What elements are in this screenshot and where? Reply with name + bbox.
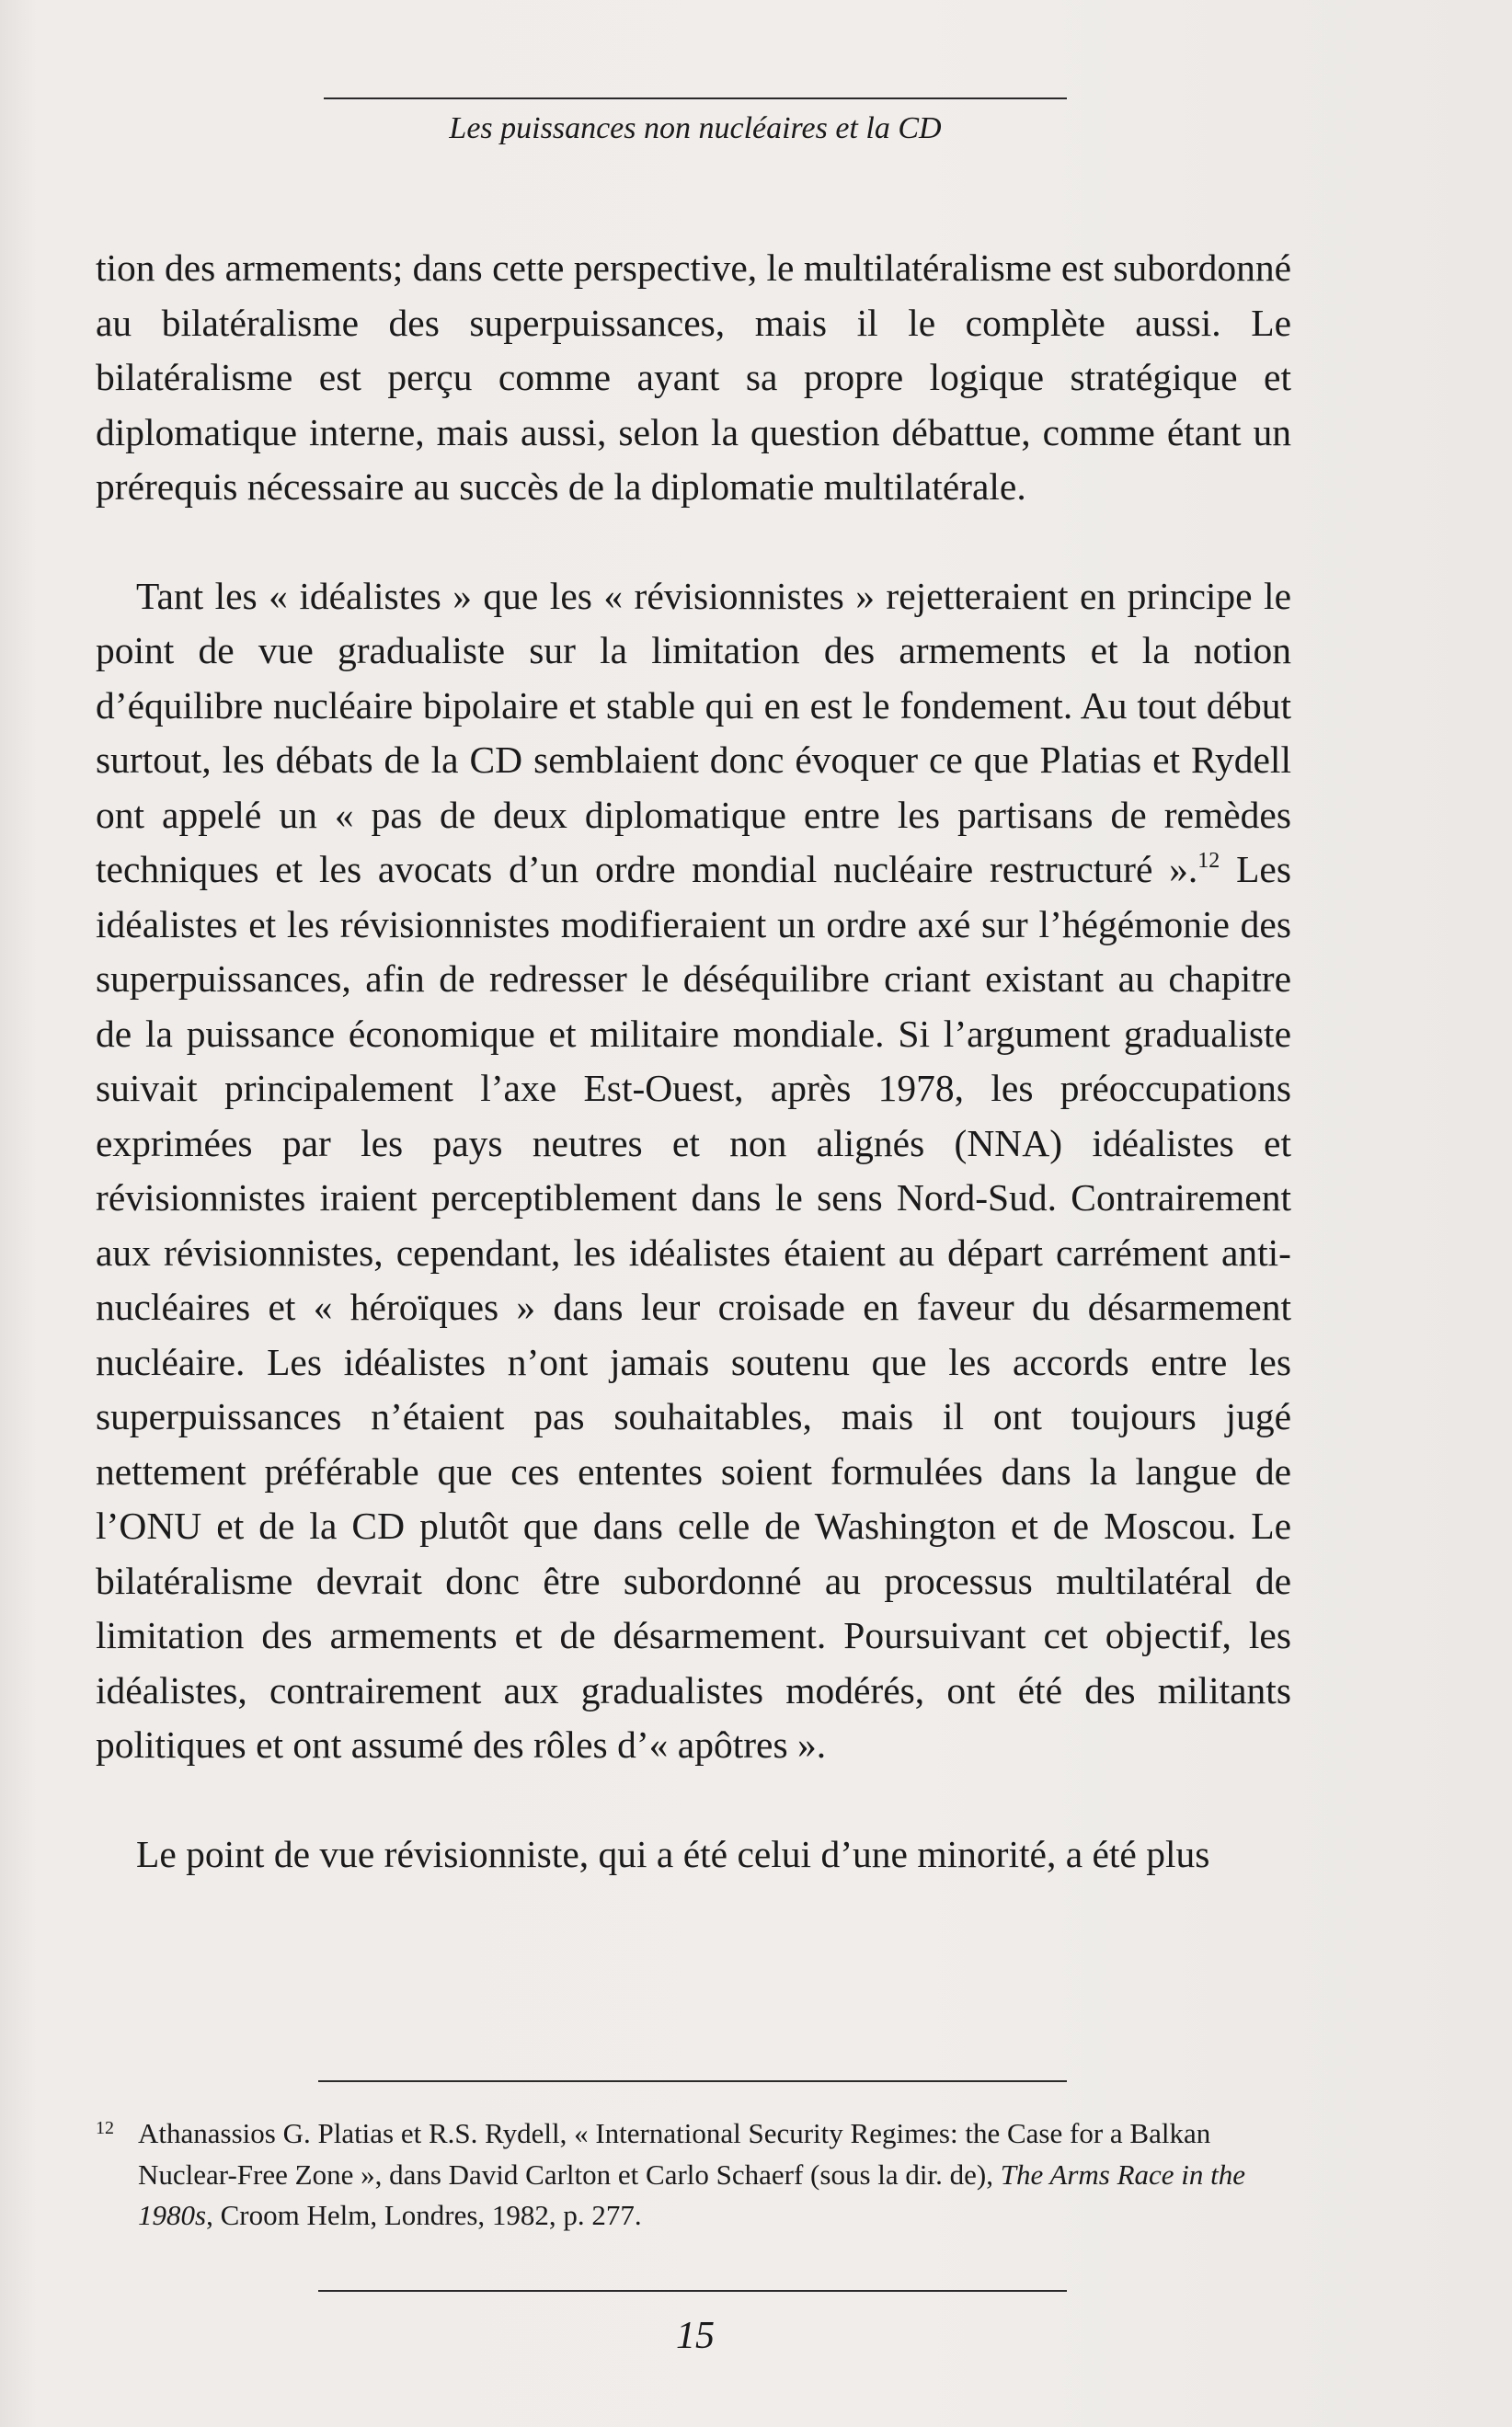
footer-rule (318, 2290, 1067, 2292)
body-text (96, 241, 1291, 1882)
footnote-text-a: Athanassios G. Platias et R.S. Rydell, « International Security Regimes: the Case for a Balkan Nuclear-Free Zone », dans David Carlton et Carlo Schaerf (sous la dir. de), (138, 2117, 1211, 2191)
paragraph-1: tion des armements; dans cette perspective, le multilatéralisme est subordonné au bilatéralisme des superpuissances, mais il le complète aussi. Le bilatéralisme est perçu comme ayant sa propre logique stratégique et diplomatique interne, mais aussi, selon la question débattue, comme étant un prérequis nécessaire au succès de la diplomatie multilatérale. (96, 246, 1291, 508)
paragraph-3: Le point de vue révisionniste, qui a été celui d’une minorité, a été plus (136, 1832, 1210, 1875)
page-number: 15 (676, 2315, 715, 2357)
footnote-text-b: , Croom Helm, Londres, 1982, p. 277. (206, 2199, 642, 2231)
footnote-reference: 12 (1197, 849, 1220, 873)
header-rule (324, 97, 1067, 99)
footnote-text (138, 2113, 1291, 2237)
paragraph-2-text-a: Tant les « idéalistes » que les « révisionnistes » rejetteraient en principe le point de vue gradualiste sur la limitation des armements et la notion d’équilibre nucléaire bipolaire et stable qui en est le fondement. Au tout début surtout, les débats de la CD semblaient donc évoquer ce que Platias et Rydell ont appelé un « pas de deux diplomatique entre les partisans de remèdes techniques et les avocats d’un ordre mondial nucléaire restructuré ». (96, 574, 1291, 890)
footnote-rule (318, 2080, 1067, 2082)
footnote-book-title: The Arms Race in the 1980s (138, 2158, 1246, 2231)
paragraph-2-text-b: Les idéalistes et les révisionnistes modifieraient un ordre axé sur l’hégémonie des superpuissances, afin de redresser le déséquilibre criant existant au chapitre de la puissance économique et militaire mondiale. Si l’argument gradualiste suivait principalement l’axe Est-Ouest, après 1978, les préoccupations exprimées par les pays neutres et non alignés (NNA) idéalistes et révisionnistes iraient perceptiblement dans le sens Nord-Sud. Contrairement aux révisionnistes, cependant, les idéalistes étaient au départ carrément anti-nucléaires et « héroïques » dans leur croisade en faveur du désarmement nucléaire. Les idéalistes n’ont jamais soutenu que les accords entre les superpuissances n’étaient pas souhaitables, mais il ont toujours jugé nettement préférable que ces ententes soient formulées dans la langue de l’ONU et de la CD plutôt que dans celle de Washington et de Moscou. Le bilatéralisme devrait donc être subordonné au processus multilatéral de limitation des armements et de désarmement. Poursuivant cet objectif, les idéalistes, contrairement aux gradualistes modérés, ont été des militants politiques et ont assumé des rôles d’« apôtres ». (96, 848, 1292, 1766)
footnote-number: 12 (96, 2118, 114, 2138)
paragraph-2 (96, 569, 1291, 1773)
running-head: Les puissances non nucléaires et la CD (449, 111, 942, 145)
footnote (96, 2113, 1291, 2237)
